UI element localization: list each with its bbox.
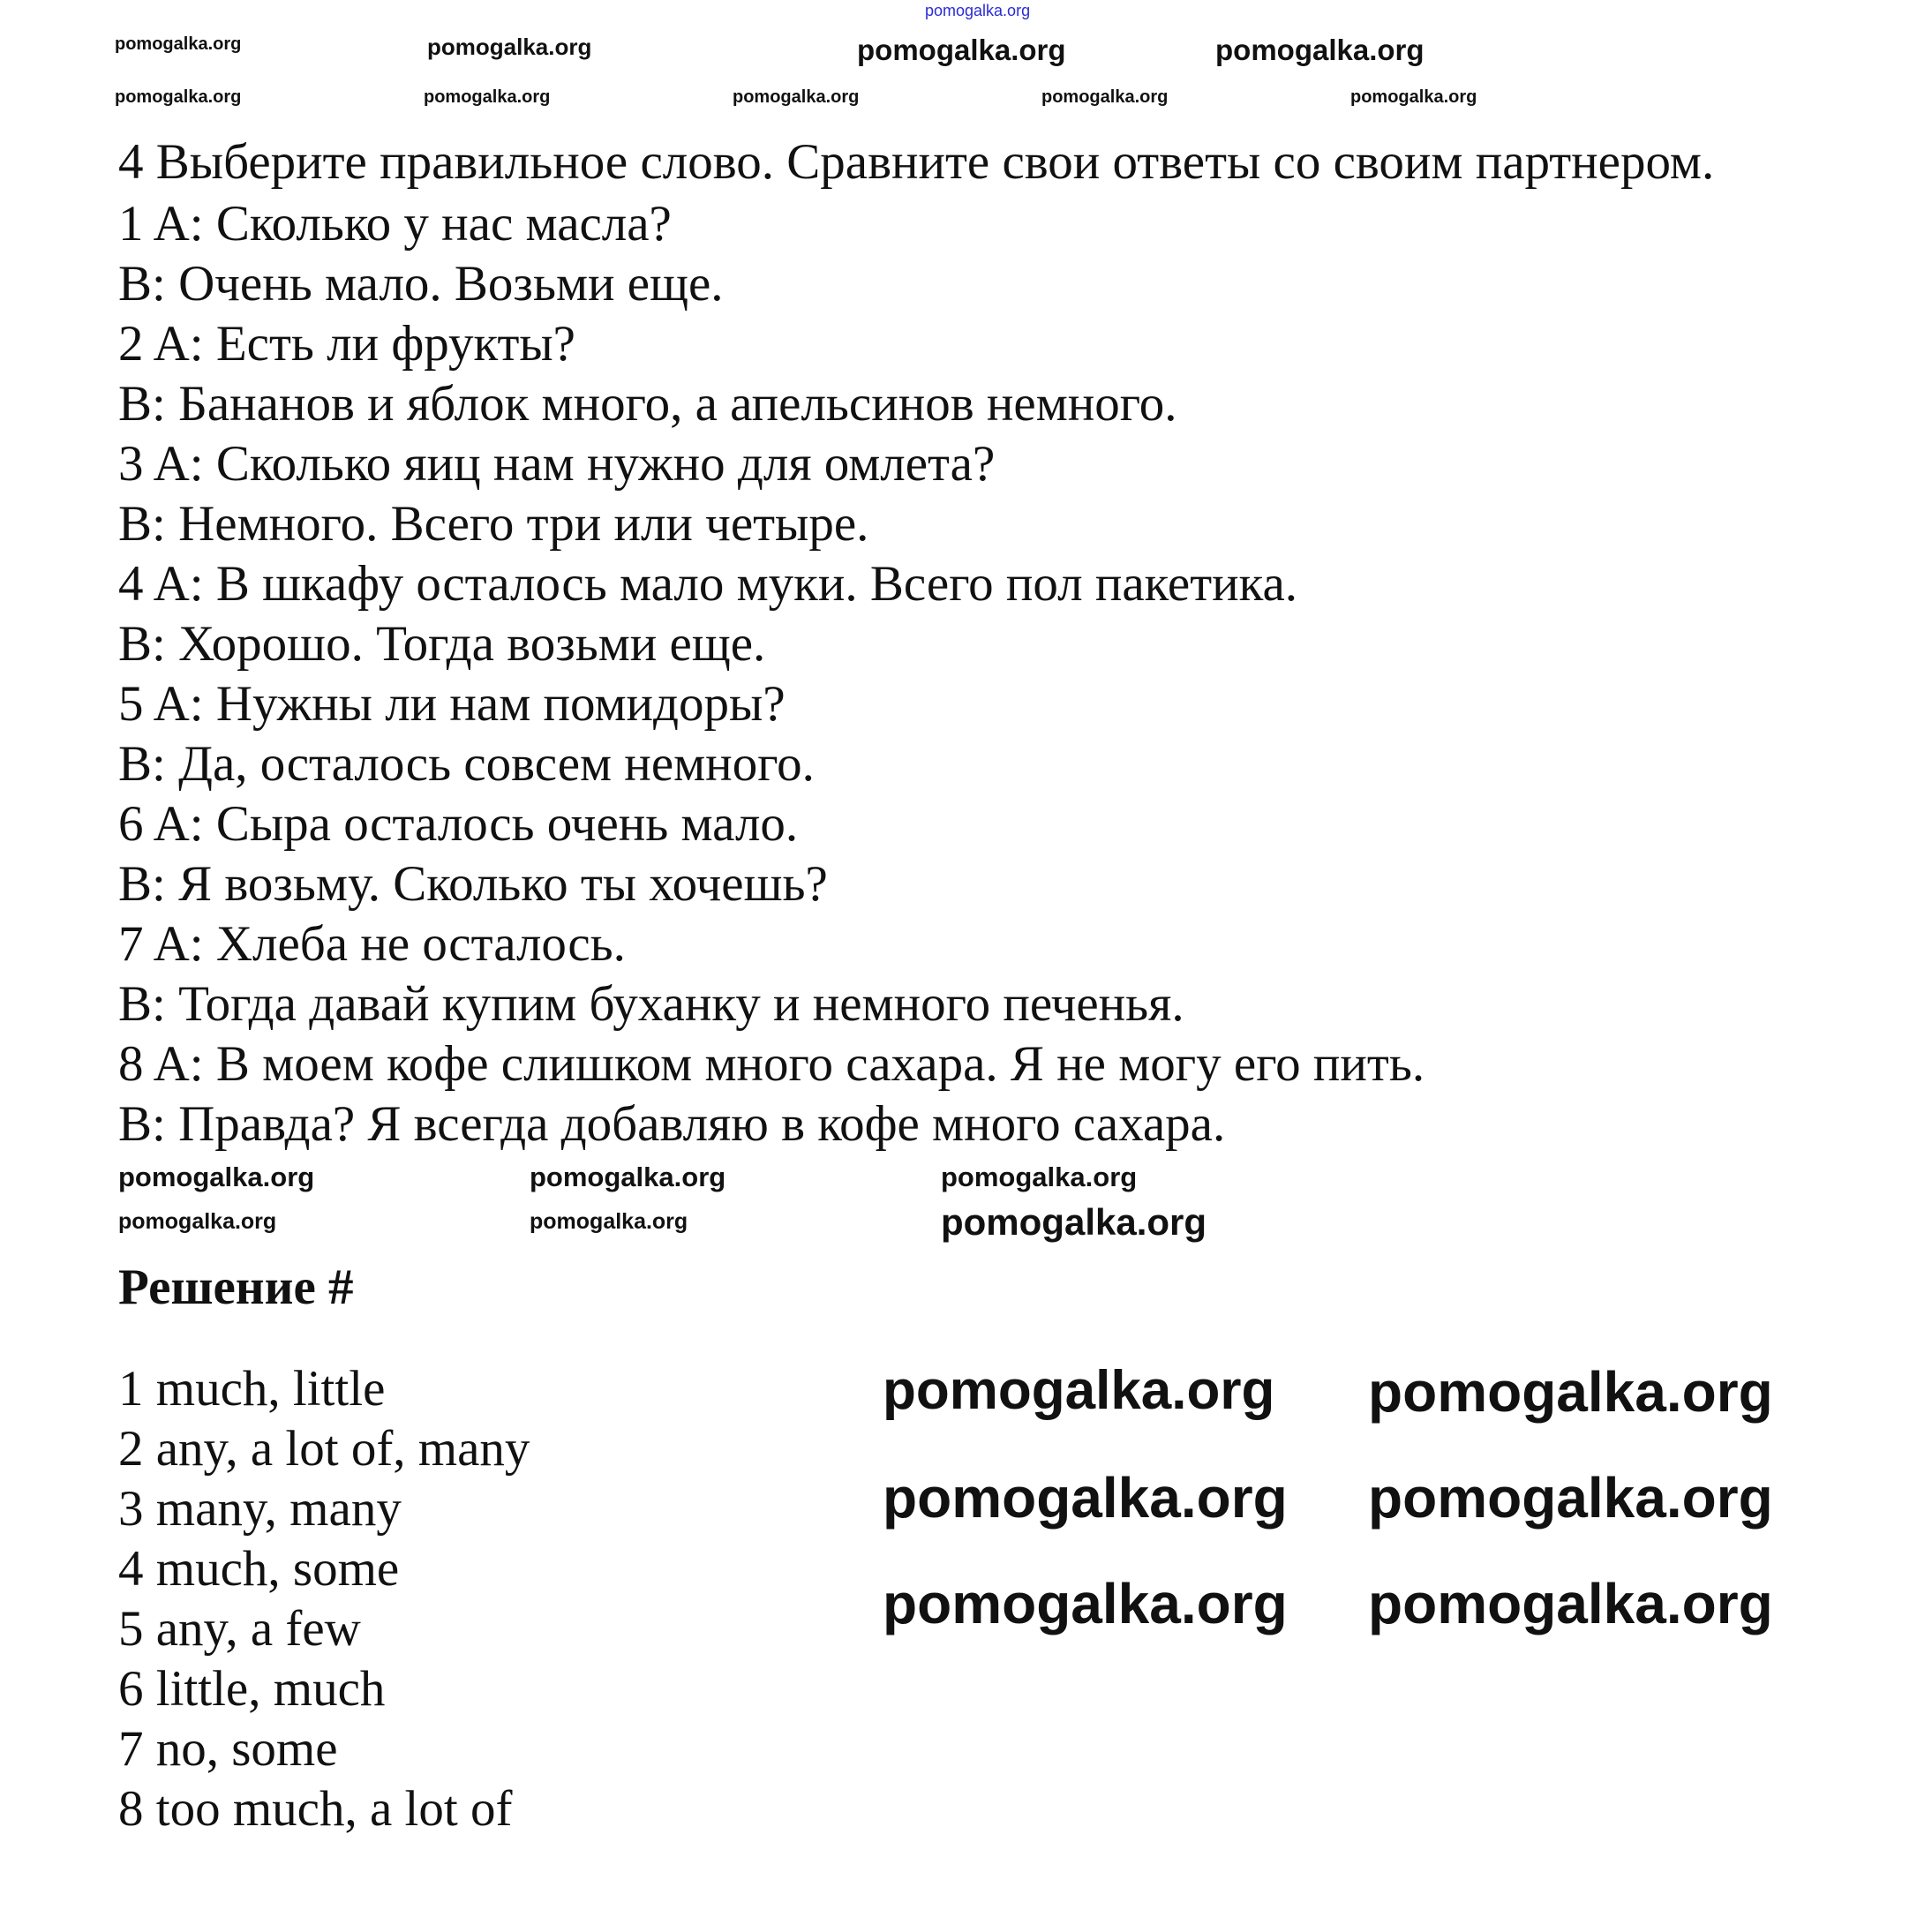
answer-line: 3 many, many [118,1481,402,1537]
dialogue-line: B: Хорошо. Тогда возьми еще. [118,616,766,672]
watermark: pomogalka.org [1041,87,1169,107]
watermark: pomogalka.org [883,1572,1288,1635]
dialogue-line: B: Я возьму. Сколько ты хочешь? [118,856,828,912]
watermark: pomogalka.org [115,87,242,107]
watermark: pomogalka.org [530,1161,726,1192]
watermark-top-link[interactable]: pomogalka.org [925,2,1031,19]
watermark: pomogalka.org [1350,87,1477,107]
answer-line: 1 much, little [118,1361,386,1417]
dialogue-line: B: Правда? Я всегда добавляю в кофе много сахара. [118,1096,1226,1152]
watermark: pomogalka.org [1368,1360,1773,1424]
dialogue-line: 4 A: В шкафу осталось мало муки. Всего пол пакетика. [118,556,1298,612]
dialogue-line: B: Тогда давай купим буханку и немного печенья. [118,976,1184,1032]
dialogue-line: B: Очень мало. Возьми еще. [118,256,724,312]
watermark: pomogalka.org [424,87,551,107]
watermark: pomogalka.org [118,1209,277,1234]
dialogue-line: B: Немного. Всего три или четыре. [118,496,869,552]
dialogue-line: B: Да, осталось совсем немного. [118,736,815,792]
watermark: pomogalka.org [733,87,860,107]
task-title: 4 Выберите правильное слово. Сравните свои ответы со своим партнером. [118,134,1715,190]
watermark: pomogalka.org [115,34,242,54]
dialogue-line: 8 A: В моем кофе слишком много сахара. Я не могу его пить. [118,1036,1425,1092]
dialogue-line: 1 A: Сколько у нас масла? [118,196,672,252]
answer-line: 4 much, some [118,1541,400,1597]
watermark: pomogalka.org [1368,1572,1773,1635]
watermark: pomogalka.org [1368,1466,1773,1530]
dialogue-line: 2 A: Есть ли фрукты? [118,316,575,372]
dialogue-line: 6 A: Сыра осталось очень мало. [118,796,799,852]
answer-line: 6 little, much [118,1661,386,1717]
watermark: pomogalka.org [530,1209,688,1234]
watermark: pomogalka.org [941,1201,1207,1243]
answer-line: 2 any, a lot of, many [118,1421,530,1477]
answer-line: 7 no, some [118,1721,338,1777]
dialogue-line: 5 A: Нужны ли нам помидоры? [118,676,786,732]
watermark: pomogalka.org [883,1360,1275,1421]
watermark: pomogalka.org [857,34,1066,66]
watermark: pomogalka.org [118,1161,315,1192]
solution-heading: Решение # [118,1259,354,1315]
watermark: pomogalka.org [941,1161,1138,1192]
dialogue-line: B: Бананов и яблок много, а апельсинов немного. [118,376,1177,432]
answer-line: 8 too much, a lot of [118,1781,513,1837]
dialogue-line: 7 A: Хлеба не осталось. [118,916,626,972]
watermark: pomogalka.org [883,1466,1288,1530]
watermark: pomogalka.org [427,34,592,60]
answer-line: 5 any, a few [118,1601,361,1657]
dialogue-line: 3 A: Сколько яиц нам нужно для омлета? [118,436,996,492]
watermark: pomogalka.org [1215,34,1425,66]
